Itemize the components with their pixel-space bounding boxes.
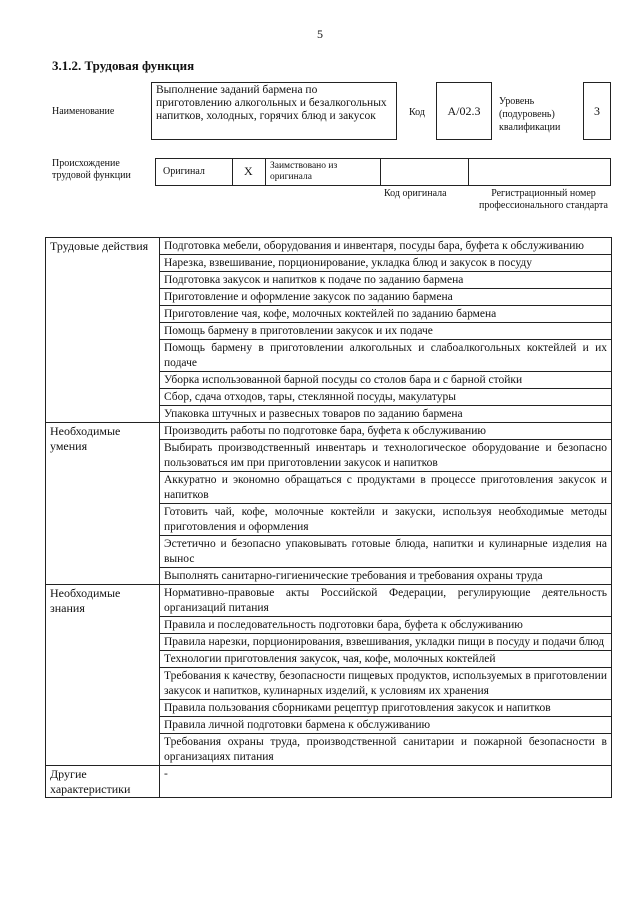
reg-number-label: Регистрационный номер профессионального стандарта	[479, 188, 608, 211]
row-head-actions: Трудовые действия	[46, 238, 160, 423]
table-cell: Выполнять санитарно-гигиенические требования и требования охраны труда	[160, 568, 612, 585]
table-cell: Аккуратно и экономно обращаться с продуктами в процессе приготовления закусок и напитков	[160, 472, 612, 504]
table-cell: Готовить чай, кофе, молочные коктейли и закуски, используя необходимые методы приготовления и оформления	[160, 504, 612, 536]
original-mark: X	[244, 164, 253, 178]
table-cell: Помощь бармену в приготовлении закусок и их подаче	[160, 323, 612, 340]
origin-row	[155, 158, 611, 186]
section-title: 3.1.2. Трудовая функция	[52, 58, 195, 73]
table-cell: Правила и последовательность подготовки бара, буфета к обслуживанию	[160, 617, 612, 634]
table-cell: Подготовка закусок и напитков к подаче по заданию бармена	[160, 272, 612, 289]
table-cell: Помощь бармену в приготовлении алкогольных и слабоалкогольных коктейлей и их подаче	[160, 340, 612, 372]
table-cell: Упаковка штучных и развесных товаров по заданию бармена	[160, 406, 612, 423]
table-cell: Сбор, сдача отходов, тары, стеклянной посуды, макулатуры	[160, 389, 612, 406]
table-cell: Производить работы по подготовке бара, буфета к обслуживанию	[160, 423, 612, 440]
table-cell: Нарезка, взвешивание, порционирование, укладка блюд и закусок в посуду	[160, 255, 612, 272]
origin-label: Происхождение трудовой функции	[52, 158, 131, 181]
row-head-other: Другие характеристики	[46, 766, 160, 798]
table-cell: Требования к качеству, безопасности пищевых продуктов, используемых в приготовлении закусок и напитков, кулинарных изделий, к условиям их хранения	[160, 668, 612, 700]
table-cell: Технологии приготовления закусок, чая, кофе, молочных коктейлей	[160, 651, 612, 668]
table-cell: Приготовление и оформление закусок по заданию бармена	[160, 289, 612, 306]
table-row	[46, 423, 612, 440]
name-label: Наименование	[52, 106, 115, 117]
function-table	[45, 237, 612, 798]
row-head-skills: Необходимые умения	[46, 423, 160, 585]
table-cell: -	[160, 766, 612, 798]
table-cell: Эстетично и безопасно упаковывать готовые блюда, напитки и кулинарные изделия на вынос	[160, 536, 612, 568]
code-value: А/02.3	[436, 82, 492, 140]
function-name: Выполнение заданий бармена по приготовлению алкогольных и безалкогольных напитков, холодных, горячих блюд и закусок	[151, 82, 397, 140]
table-row	[46, 585, 612, 617]
table-cell: Правила личной подготовки бармена к обслуживанию	[160, 717, 612, 734]
table-cell: Уборка использованной барной посуды со столов бара и с барной стойки	[160, 372, 612, 389]
table-cell: Правила нарезки, порционирования, взвешивания, укладки пищи в посуду и подачи блюд	[160, 634, 612, 651]
table-cell: Правила пользования сборниками рецептур приготовления закусок и напитков	[160, 700, 612, 717]
level-value: 3	[583, 82, 611, 140]
borrowed-label: Заимствовано из оригинала	[270, 161, 338, 182]
table-cell: Нормативно-правовые акты Российской Федерации, регулирующие деятельность организаций питания	[160, 585, 612, 617]
row-head-knowledge: Необходимые знания	[46, 585, 160, 766]
table-cell: Требования охраны труда, производственной санитарии и пожарной безопасности в организациях питания	[160, 734, 612, 766]
table-row	[46, 766, 612, 798]
code-original-label: Код оригинала	[384, 188, 447, 199]
code-label: Код	[409, 107, 425, 118]
page-number: 5	[317, 27, 323, 41]
table-cell: Приготовление чая, кофе, молочных коктейлей по заданию бармена	[160, 306, 612, 323]
level-label: Уровень (подуровень) квалификации	[499, 96, 561, 133]
table-cell: Выбирать производственный инвентарь и технологическое оборудование и безопасно пользоваться им при приготовлении закусок и напитков	[160, 440, 612, 472]
table-cell: Подготовка мебели, оборудования и инвентаря, посуды бара, буфета к обслуживанию	[160, 238, 612, 255]
original-label: Оригинал	[163, 166, 205, 177]
table-row	[46, 238, 612, 255]
